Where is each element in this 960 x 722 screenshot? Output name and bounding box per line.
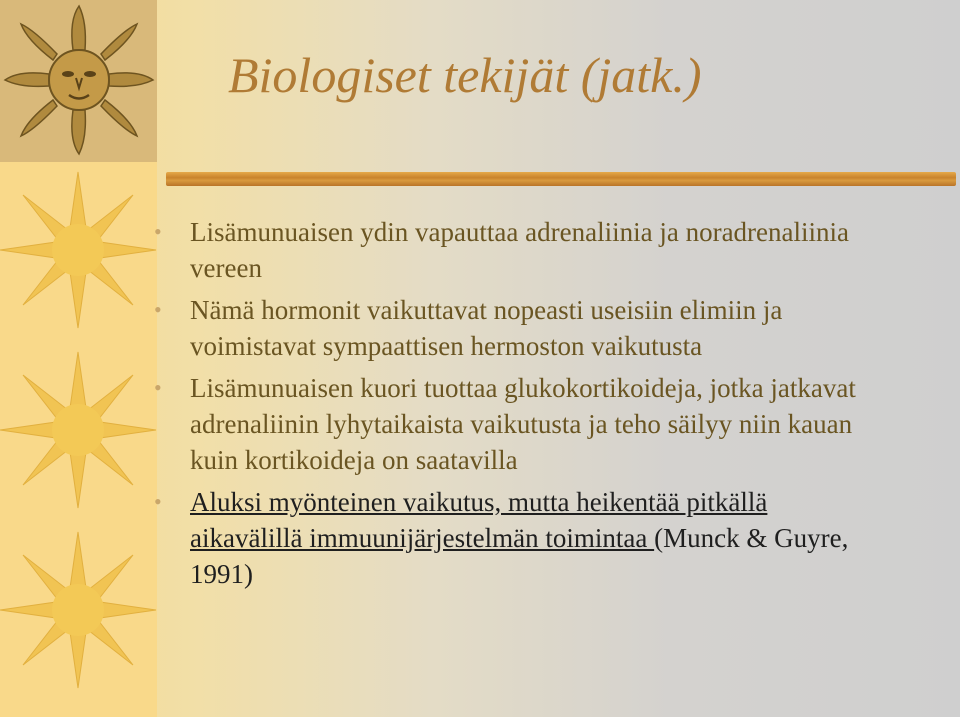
bullet-text: Nämä hormonit vaikuttavat nopeasti useisiin elimiin ja voimistavat sympaattisen hermoston vaikutusta xyxy=(190,295,783,361)
bullet-text-underlined: Aluksi myönteinen vaikutus, mutta heikentää pitkällä aikavälillä immuunijärjestelmän toimintaa xyxy=(190,487,768,553)
bullet-item xyxy=(154,292,874,364)
sun-icon xyxy=(0,172,156,328)
bullet-text: Lisämunuaisen ydin vapauttaa adrenaliinia ja noradrenaliinia vereen xyxy=(190,217,849,283)
sun-icon xyxy=(0,532,156,688)
title-rule xyxy=(166,172,956,186)
logo xyxy=(0,0,157,162)
bullet-item xyxy=(154,484,874,592)
bullet-dot-icon: • xyxy=(154,489,162,514)
bullet-dot-icon: • xyxy=(154,297,162,322)
bullet-item xyxy=(154,214,874,286)
bullet-dot-icon: • xyxy=(154,375,162,400)
bullet-list xyxy=(154,214,874,598)
citation-text: (Munck & Guyre, 1991) xyxy=(190,523,849,589)
bullet-text: Lisämunuaisen kuori tuottaa glukokortikoideja, jotka jatkavat adrenaliinin lyhytaikaista vaikutusta ja teho säilyy niin kauan kuin kortikoideja on saatavilla xyxy=(190,373,856,475)
bullet-item xyxy=(154,370,874,478)
sun-face-icon xyxy=(0,0,157,162)
slide-title: Biologiset tekijät (jatk.) xyxy=(228,47,702,103)
bullet-dot-icon: • xyxy=(154,219,162,244)
sun-icon xyxy=(0,352,156,508)
